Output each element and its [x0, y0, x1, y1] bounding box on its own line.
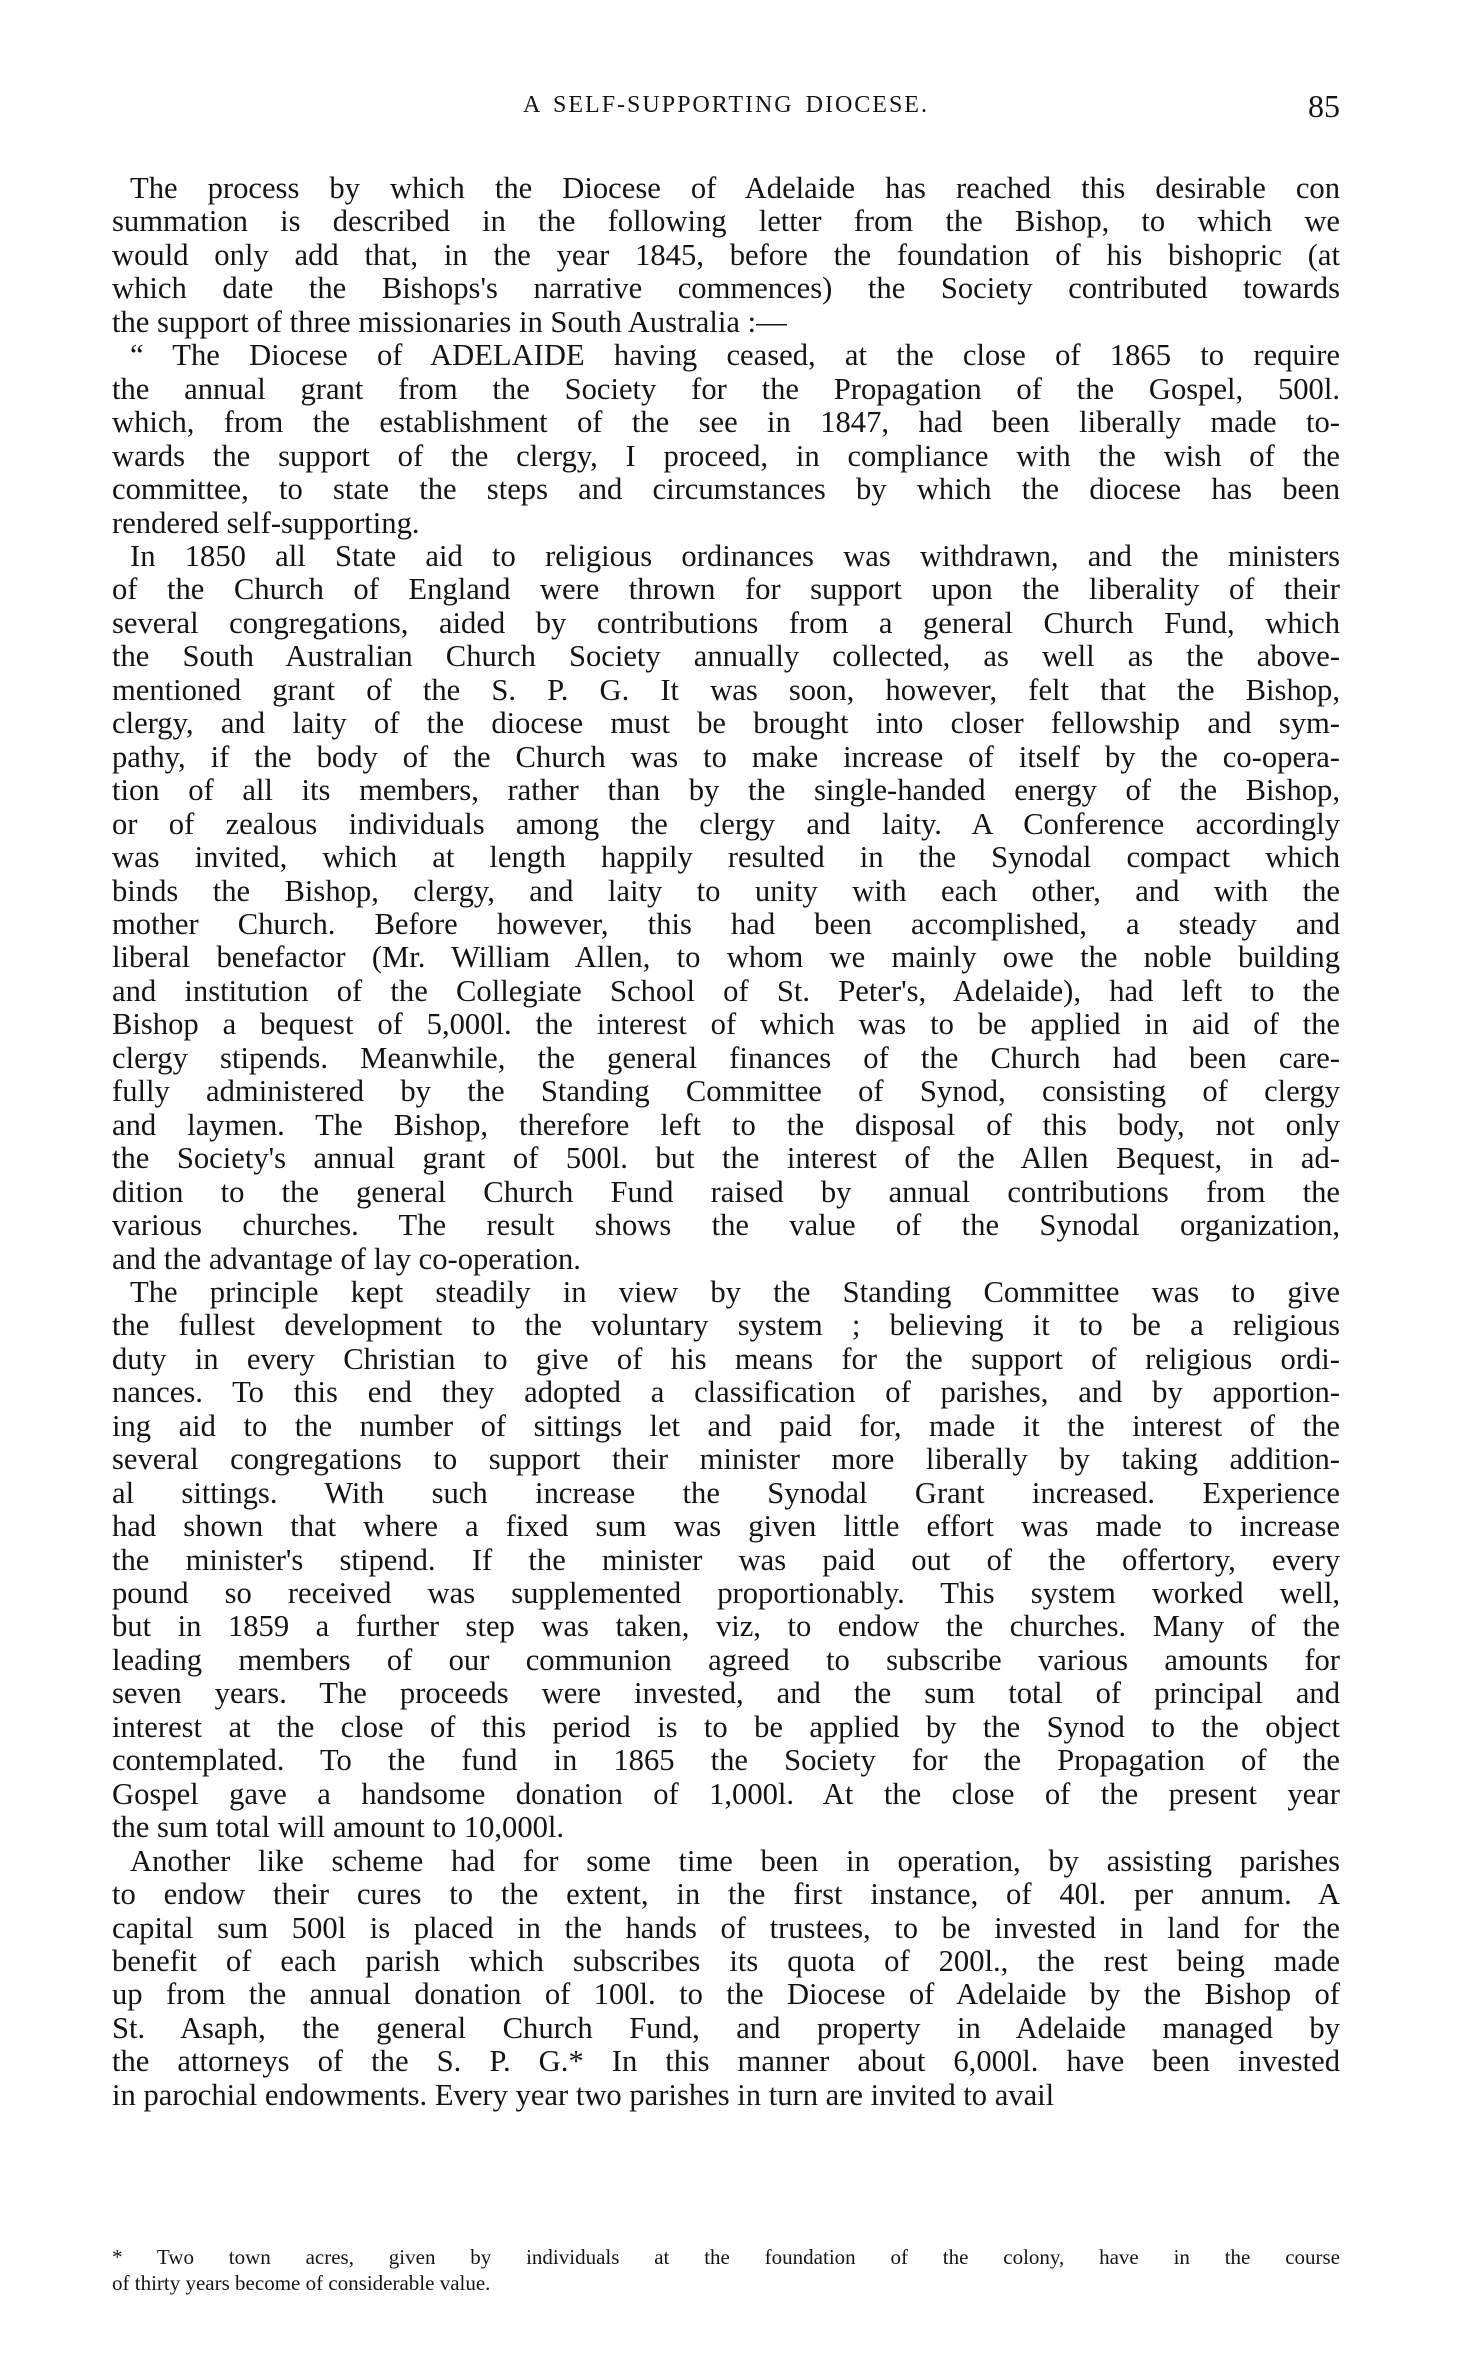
text-line: seven years. The proceeds were invested, and the sum total of principal and — [112, 1676, 1340, 1711]
text-line: but in 1859 a further step was taken, viz, to endow the churches. Many of the — [112, 1609, 1340, 1644]
text-line: pathy, if the body of the Church was to make increase of itself by the co-opera- — [112, 739, 1340, 774]
text-line: “ The Diocese of ADELAIDE having ceased, at the close of 1865 to require — [130, 338, 1340, 373]
paragraph — [112, 1845, 1340, 2113]
paragraph — [112, 1276, 1340, 1845]
text-line: pound so received was supplemented proportionably. This system worked well, — [112, 1576, 1340, 1611]
text-line: of the Church of England were thrown for support upon the liberality of their — [112, 572, 1340, 607]
footnote-line: of thirty years become of considerable value. — [112, 2271, 491, 2295]
text-line: the annual grant from the Society for the Propagation of the Gospel, 500l. — [112, 371, 1340, 406]
page-number: 85 — [1308, 88, 1340, 124]
text-line: Gospel gave a handsome donation of 1,000l. At the close of the present year — [112, 1776, 1340, 1811]
text-line: liberal benefactor (Mr. William Allen, to whom we mainly owe the noble building — [112, 940, 1340, 975]
text-line: mother Church. Before however, this had been accomplished, a steady and — [112, 906, 1340, 941]
text-line: various churches. The result shows the value of the Synodal organization, — [112, 1208, 1340, 1243]
body-text — [112, 172, 1340, 2112]
text-line: the fullest development to the voluntary system ; believing it to be a religious — [112, 1308, 1340, 1343]
text-line: was invited, which at length happily resulted in the Synodal compact which — [112, 840, 1340, 875]
text-line: summation is described in the following letter from the Bishop, to which we — [112, 204, 1340, 239]
text-line: leading members of our communion agreed to subscribe various amounts for — [112, 1642, 1340, 1677]
text-line: to endow their cures to the extent, in the first instance, of 40l. per annum. A — [112, 1877, 1340, 1912]
text-line: interest at the close of this period is to be applied by the Synod to the object — [112, 1709, 1340, 1744]
text-line: ing aid to the number of sittings let and paid for, made it the interest of the — [112, 1408, 1340, 1443]
running-head: A SELF-SUPPORTING DIOCESE. — [523, 92, 929, 118]
paragraph — [112, 339, 1340, 540]
text-line: the attorneys of the S. P. G.* In this manner about 6,000l. have been invested — [112, 2044, 1340, 2079]
text-line: contemplated. To the fund in 1865 the Society for the Propagation of the — [112, 1743, 1340, 1778]
text-line: several congregations to support their minister more liberally by taking addition- — [112, 1442, 1340, 1477]
text-line: which, from the establishment of the see in 1847, had been liberally made to- — [112, 405, 1340, 440]
text-line: Another like scheme had for some time been in operation, by assisting parishes — [130, 1843, 1340, 1878]
text-line: the support of three missionaries in South Australia :— — [112, 304, 787, 339]
text-line: fully administered by the Standing Committee of Synod, consisting of clergy — [112, 1074, 1340, 1109]
text-line: up from the annual donation of 100l. to the Diocese of Adelaide by the Bishop of — [112, 1977, 1340, 2012]
text-line: al sittings. With such increase the Synodal Grant increased. Experience — [112, 1475, 1340, 1510]
text-line: benefit of each parish which subscribes its quota of 200l., the rest being made — [112, 1944, 1340, 1979]
text-line: and laymen. The Bishop, therefore left to the disposal of this body, not only — [112, 1107, 1340, 1142]
text-line: in parochial endowments. Every year two parishes in turn are invited to avail — [112, 2077, 1055, 2112]
text-line: the South Australian Church Society annually collected, as well as the above- — [112, 639, 1340, 674]
text-line: In 1850 all State aid to religious ordinances was withdrawn, and the ministers — [130, 538, 1340, 573]
text-line: binds the Bishop, clergy, and laity to unity with each other, and with the — [112, 873, 1340, 908]
text-line: which date the Bishops's narrative commences) the Society contributed towards — [112, 271, 1340, 306]
text-line: or of zealous individuals among the clergy and laity. A Conference accordingly — [112, 806, 1340, 841]
text-line: clergy stipends. Meanwhile, the general finances of the Church had been care- — [112, 1040, 1340, 1075]
text-line: mentioned grant of the S. P. G. It was soon, however, felt that the Bishop, — [112, 672, 1340, 707]
text-line: wards the support of the clergy, I proceed, in compliance with the wish of the — [112, 438, 1340, 473]
text-line: would only add that, in the year 1845, before the foundation of his bishopric (at — [112, 237, 1340, 272]
text-line: and the advantage of lay co-operation. — [112, 1241, 581, 1276]
footnote-line: * Two town acres, given by individuals at the foundation of the colony, have in the course — [112, 2245, 1340, 2269]
text-line: rendered self-supporting. — [112, 505, 420, 540]
text-line: had shown that where a fixed sum was given little effort was made to increase — [112, 1509, 1340, 1544]
text-line: The principle kept steadily in view by the Standing Committee was to give — [130, 1274, 1340, 1309]
paragraph — [112, 540, 1340, 1276]
text-line: clergy, and laity of the diocese must be brought into closer fellowship and sym- — [112, 706, 1340, 741]
text-line: Bishop a bequest of 5,000l. the interest of which was to be applied in aid of the — [112, 1007, 1340, 1042]
page-header — [112, 88, 1340, 132]
text-line: The process by which the Diocese of Adelaide has reached this desirable con — [130, 171, 1340, 205]
text-line: tion of all its members, rather than by the single-handed energy of the Bishop, — [112, 773, 1340, 808]
text-line: the sum total will amount to 10,000l. — [112, 1810, 565, 1845]
footnote — [112, 2244, 1340, 2296]
paragraph — [112, 172, 1340, 339]
text-line: dition to the general Church Fund raised by annual contributions from the — [112, 1174, 1340, 1209]
text-line: several congregations, aided by contributions from a general Church Fund, which — [112, 605, 1340, 640]
text-line: the Society's annual grant of 500l. but the interest of the Allen Bequest, in ad- — [112, 1141, 1340, 1176]
text-line: capital sum 500l is placed in the hands of trustees, to be invested in land for the — [112, 1910, 1340, 1945]
text-line: St. Asaph, the general Church Fund, and property in Adelaide managed by — [112, 2010, 1340, 2045]
text-line: nances. To this end they adopted a classification of parishes, and by apportion- — [112, 1375, 1340, 1410]
text-line: the minister's stipend. If the minister was paid out of the offertory, every — [112, 1542, 1340, 1577]
text-line: and institution of the Collegiate School of St. Peter's, Adelaide), had left to the — [112, 973, 1340, 1008]
text-line: duty in every Christian to give of his means for the support of religious ordi- — [112, 1341, 1340, 1376]
text-line: committee, to state the steps and circumstances by which the diocese has been — [112, 472, 1340, 507]
